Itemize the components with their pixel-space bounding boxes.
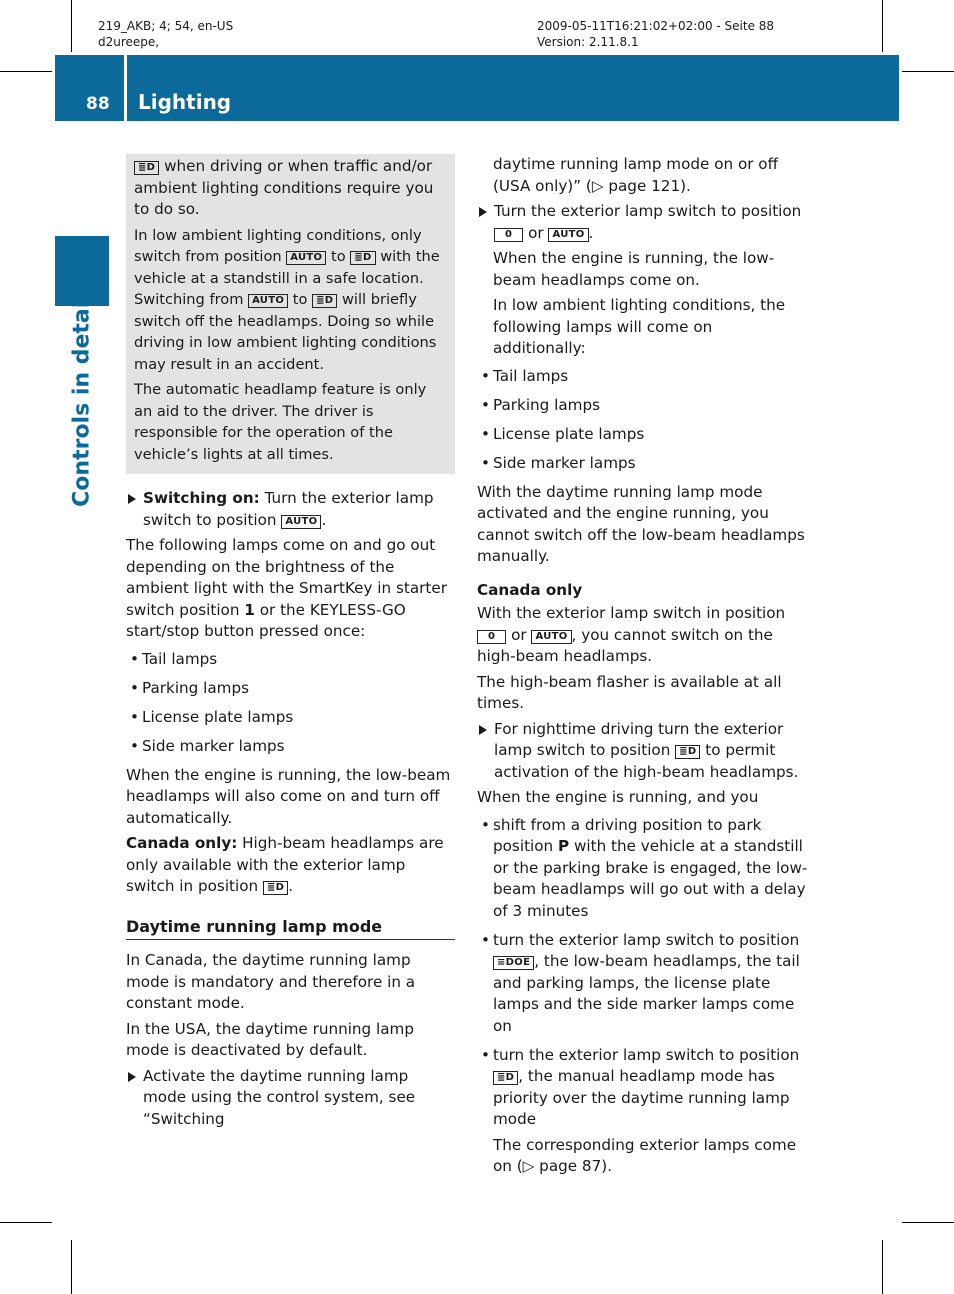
list-item: • turn the exterior lamp switch to position ≡DOE , the low-beam headlamps, the tail and parking lamps, the license plate lamps and the side marker lamps come on xyxy=(477,930,809,1038)
auto-icon: AUTO xyxy=(281,515,321,529)
paragraph: The high-beam flasher is available at all times. xyxy=(477,672,782,712)
warning-paragraph: In low ambient lighting conditions, only switch from position AUTO to ≣D with the vehicle at a standstill in a safe location. Switching from AUTO to ≣D will briefly switch off the headlamps. Doing so while driving in low ambient lighting conditions may result in an accident. xyxy=(134,226,440,373)
crop-mark xyxy=(71,0,72,52)
step-arrow-icon xyxy=(479,725,487,735)
page-number: 88 xyxy=(86,94,110,114)
condition-list xyxy=(477,815,809,1178)
paragraph: When the engine is running, the low-beam headlamps come on. xyxy=(493,249,775,289)
right-column xyxy=(477,154,809,1185)
step-arrow-icon xyxy=(479,207,487,217)
crop-mark xyxy=(882,1240,883,1294)
lowbeam-icon: ≣D xyxy=(350,251,375,265)
crop-mark xyxy=(882,0,883,52)
lowbeam-icon: ≣D xyxy=(675,745,700,759)
auto-icon: AUTO xyxy=(248,294,288,308)
meta-line: Version: 2.11.8.1 xyxy=(537,35,639,49)
print-meta-right xyxy=(537,18,774,50)
instruction-step: Activate the daytime running lamp mode using the control system, see “Switching xyxy=(126,1066,455,1131)
crop-mark xyxy=(0,1222,52,1223)
warning-paragraph: The automatic headlamp feature is only an aid to the driver. The driver is responsible for the operation of the vehicle’s lights at all times. xyxy=(134,381,427,463)
lowbeam-icon: ≣D xyxy=(263,881,288,895)
parking-lamp-icon: ≡DOE xyxy=(493,956,534,970)
paragraph: With the exterior lamp switch in position 0 or AUTO , you cannot switch on the high-beam headlamps. xyxy=(477,604,786,665)
crop-mark xyxy=(902,71,954,72)
step-arrow-icon xyxy=(128,1072,136,1082)
step-arrow-icon xyxy=(128,494,136,504)
lamp-list xyxy=(477,366,809,475)
warning-paragraph: ≣D when driving or when traffic and/or ambient lighting conditions require you to do so. xyxy=(134,157,434,218)
instruction-step: Turn the exterior lamp switch to position 0 or AUTO . xyxy=(477,201,809,244)
list-item: • turn the exterior lamp switch to position ≣D , the manual headlamp mode has priority over the daytime running lamp mode The corresponding exterior lamps come on (▷ page 87). xyxy=(477,1045,809,1178)
crop-mark xyxy=(902,1222,954,1223)
paragraph: With the daytime running lamp mode activated and the engine running, you cannot switch off the low-beam headlamps manually. xyxy=(477,482,805,565)
instruction-step: For nighttime driving turn the exterior lamp switch to position ≣D to permit activation of the high-beam headlamps. xyxy=(477,719,809,784)
paragraph: daytime running lamp mode on or off (USA only)” (▷ page 121). xyxy=(493,155,779,195)
instruction-step: Switching on: Turn the exterior lamp switch to position AUTO . xyxy=(126,488,455,531)
list-item: • License plate lamps xyxy=(477,424,809,446)
crop-mark xyxy=(0,71,52,72)
auto-icon: AUTO xyxy=(286,251,326,265)
header-divider xyxy=(124,55,127,121)
subsection-heading: Canada only xyxy=(477,580,583,599)
list-item: • Parking lamps xyxy=(126,678,455,700)
zero-icon: 0 xyxy=(477,630,506,644)
list-item: • Side marker lamps xyxy=(126,736,455,758)
meta-line: 2009-05-11T16:21:02+02:00 - Seite 88 xyxy=(537,19,775,33)
paragraph: Canada only: High-beam headlamps are only available with the exterior lamp switch in position ≣D . xyxy=(126,834,444,895)
list-item-note: The corresponding exterior lamps come on (▷ page 87). xyxy=(493,1135,797,1175)
paragraph: In low ambient lighting conditions, the following lamps will come on additionally: xyxy=(493,296,786,357)
list-item: • Tail lamps xyxy=(126,649,455,671)
lowbeam-icon: ≣D xyxy=(134,161,159,175)
list-item: • shift from a driving position to park position P with the vehicle at a standstill or the parking brake is engaged, the low-beam headlamps will go out with a delay of 3 minutes xyxy=(477,815,809,923)
list-item: • Side marker lamps xyxy=(477,453,809,475)
list-item: • Tail lamps xyxy=(477,366,809,388)
lowbeam-icon: ≣D xyxy=(312,294,337,308)
list-item: • Parking lamps xyxy=(477,395,809,417)
lowbeam-icon: ≣D xyxy=(493,1071,518,1085)
zero-icon: 0 xyxy=(494,228,523,242)
left-column xyxy=(126,154,455,1134)
crop-mark xyxy=(71,1240,72,1294)
meta-line: 219_AKB; 4; 54, en-US xyxy=(98,19,234,33)
meta-line: d2ureepe, xyxy=(98,35,160,49)
print-meta-left xyxy=(98,18,233,50)
subsection-heading: Daytime running lamp mode xyxy=(126,916,455,941)
paragraph: In Canada, the daytime running lamp mode is mandatory and therefore in a constant mode. xyxy=(126,951,416,1012)
auto-icon: AUTO xyxy=(548,228,588,242)
paragraph: In the USA, the daytime running lamp mode is deactivated by default. xyxy=(126,1019,414,1059)
section-title: Lighting xyxy=(138,90,232,114)
paragraph: When the engine is running, the low-beam headlamps will also come on and turn off automatically. xyxy=(126,765,451,827)
paragraph: When the engine is running, and you xyxy=(477,788,759,806)
side-tab-label: Controls in detail xyxy=(69,293,95,507)
list-item: • License plate lamps xyxy=(126,707,455,729)
warning-box xyxy=(126,154,455,474)
lamp-list xyxy=(126,649,455,758)
auto-icon: AUTO xyxy=(531,630,571,644)
paragraph: The following lamps come on and go out depending on the brightness of the ambient light with the SmartKey in starter switch position 1 or the KEYLESS-GO start/stop button pressed once: xyxy=(126,536,447,640)
